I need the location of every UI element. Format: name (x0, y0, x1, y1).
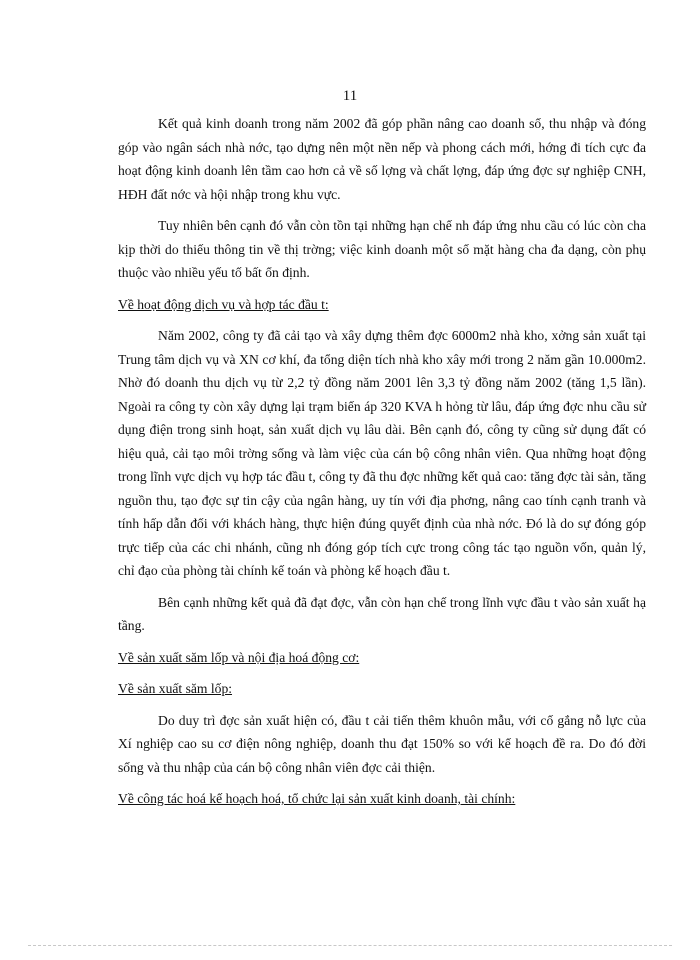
heading-tyre-engine-production: Về sản xuất săm lốp và nội địa hoá động cơ: (118, 649, 360, 665)
paragraph-infrastructure-limits: Bên cạnh những kết quả đã đạt đợc, vẫn còn hạn chế trong lĩnh vực đầu t vào sản xuất hạ tầng. (118, 594, 646, 633)
page-bottom-divider (28, 945, 672, 946)
heading-services-investment: Về hoạt động dịch vụ và hợp tác đầu t: (118, 296, 329, 312)
paragraph-tyre-production: Do duy trì đợc sản xuất hiện có, đầu t cải tiến thêm khuôn mẫu, với cố gắng nỗ lực của Xí nghiệp cao su cơ điện nông nghiệp, doanh thu đạt 150% so với kế hoạch đề ra. Do đó đời sống và thu nhập của cán bộ công nhân viên đợc cải thiện. (118, 712, 646, 775)
paragraph-limitations: Tuy nhiên bên cạnh đó vẫn còn tồn tại những hạn chế nh đáp ứng nhu cầu có lúc còn cha kịp thời do thiếu thông tin về thị trờng; việc kinh doanh một số mặt hàng cha đa dạng, còn phụ thuộc vào nhiều yếu tố bất ổn định. (118, 218, 646, 280)
page-number: 11 (342, 88, 358, 104)
paragraph-services-investment: Năm 2002, công ty đã cải tạo và xây dựng thêm đợc 6000m2 nhà kho, xởng sản xuất tại Trung tâm dịch vụ và XN cơ khí, đa tổng diện tích nhà kho xây mới trong 2 năm gần 10.000m2. Nhờ đó doanh thu dịch vụ từ 2,2 tỷ đồng năm 2001 lên 3,3 tỷ đồng năm 2002 (tăng 1,5 lần). Ngoài ra công ty còn xây dựng lại trạm biến áp 320 KVA h hỏng từ lâu, đáp ứng đợc nhu cầu sử dụng điện trong sinh hoạt, sản xuất dịch vụ lâu dài. Bên cạnh đó, công ty cũng sử dụng đất có hiệu quả, cải tạo môi trờng sống và làm việc của cán bộ công nhân viên. Qua những hoạt động trong lĩnh vực dịch vụ hợp tác đầu t, công ty đã thu đợc những kết quả cao: tăng đợc tài sản, tăng nguồn thu, tạo đợc sự tin cậy của ngân hàng, uy tín với địa phơng, nâng cao tính cạnh tranh và tính hấp dẫn đối với khách hàng, thực hiện đúng quyết định của nhà nớc. Đó là do sự đóng góp trực tiếp của các chi nhánh, cũng nh đóng góp tích cực trong công tác tạo nguồn vốn, quản lý, chỉ đạo của phòng tài chính kế toán và phòng kế hoạch đầu t. (118, 328, 646, 578)
heading-tyre-production: Về sản xuất săm lốp: (118, 681, 233, 696)
document-body (118, 112, 646, 819)
heading-planning-finance: Về công tác hoá kế hoạch hoá, tổ chức lại sản xuất kinh doanh, tài chính: (118, 791, 516, 806)
paragraph-results-2002: Kết quả kinh doanh trong năm 2002 đã góp phần nâng cao doanh số, thu nhập và đóng góp vào ngân sách nhà nớc, tạo dựng nên một nền nếp và phong cách mới, hớng đi tích cực đa hoạt động kinh doanh lên tầm cao hơn cả về số lợng và chất lợng, đáp ứng đợc sự nghiệp CNH, HĐH đất nớc và hội nhập trong khu vực. (118, 116, 646, 202)
